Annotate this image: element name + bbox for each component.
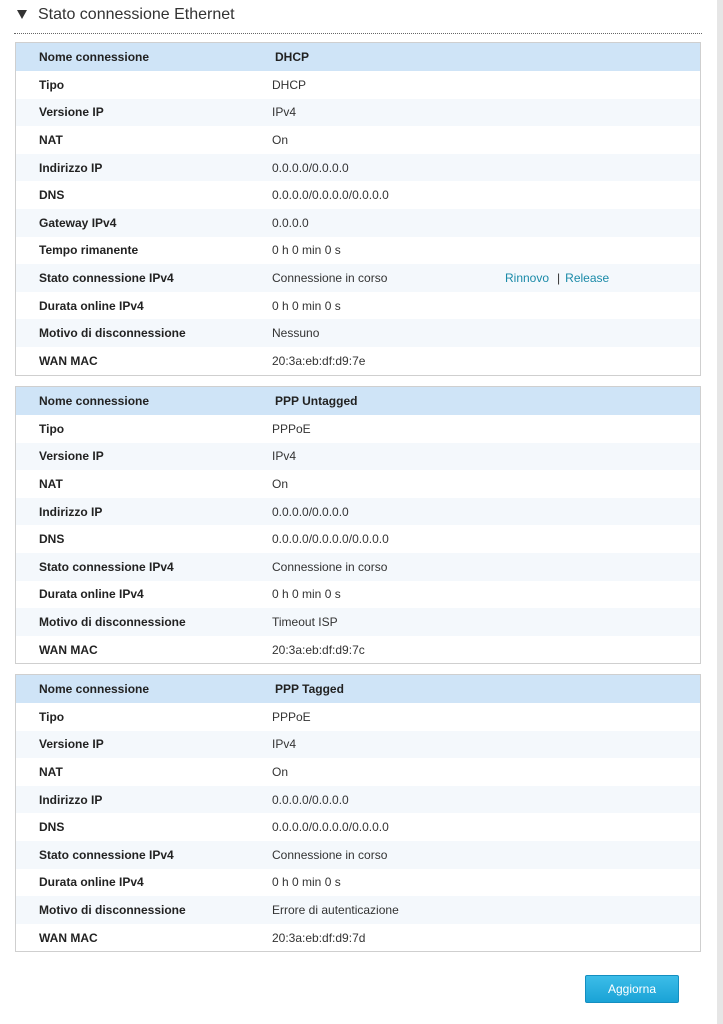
row-value: PPPoE [272, 421, 311, 436]
row-label: Tipo [39, 77, 65, 92]
table-row [16, 553, 700, 581]
table-row [16, 525, 700, 553]
row-value: 0.0.0.0/0.0.0.0 [272, 504, 349, 519]
row-label: Stato connessione IPv4 [39, 270, 174, 285]
row-value: 0 h 0 min 0 s [272, 875, 341, 890]
row-label: NAT [39, 476, 63, 491]
row-label: Motivo di disconnessione [39, 614, 186, 629]
row-label: Durata online IPv4 [39, 298, 144, 313]
table-row [16, 319, 700, 347]
section-header [14, 0, 702, 34]
row-value: IPv4 [272, 105, 297, 120]
row-label: Gateway IPv4 [39, 215, 117, 230]
row-value: 0.0.0.0 [272, 215, 309, 230]
row-label: Versione IP [39, 449, 104, 464]
connection-table-ppp-tagged [15, 674, 701, 952]
row-label: DNS [39, 820, 65, 835]
row-label: Indirizzo IP [39, 504, 103, 519]
connection-name: PPP Tagged [275, 682, 344, 696]
renew-link[interactable]: Rinnovo [505, 270, 550, 285]
row-label: Durata online IPv4 [39, 587, 144, 602]
table-row [16, 264, 700, 292]
table-row [16, 443, 700, 471]
row-label: NAT [39, 764, 63, 779]
row-label: Tipo [39, 421, 65, 436]
row-value: On [272, 132, 289, 147]
release-link[interactable]: Release [565, 270, 610, 285]
row-value: 0 h 0 min 0 s [272, 298, 341, 313]
row-value: Connessione in corso [272, 559, 388, 574]
table-header-row [16, 675, 700, 703]
row-value: Timeout ISP [272, 614, 338, 629]
table-row [16, 415, 700, 443]
row-value: 0 h 0 min 0 s [272, 243, 341, 258]
table-row [16, 498, 700, 526]
table-row [16, 71, 700, 99]
section-title: Stato connessione Ethernet [38, 6, 235, 23]
table-row [16, 731, 700, 759]
row-value: Errore di autenticazione [272, 902, 399, 917]
row-label: Stato connessione IPv4 [39, 847, 174, 862]
row-value: On [272, 764, 289, 779]
row-value: 0.0.0.0/0.0.0.0/0.0.0.0 [272, 820, 389, 835]
row-label: DNS [39, 188, 65, 203]
row-value: IPv4 [272, 449, 297, 464]
table-row [16, 237, 700, 265]
table-row [16, 581, 700, 609]
header-label: Nome connessione [39, 50, 150, 64]
row-value: DHCP [272, 77, 307, 92]
window-edge [717, 0, 723, 1024]
connection-table-dhcp [15, 42, 701, 376]
table-row [16, 154, 700, 182]
row-value: 0.0.0.0/0.0.0.0/0.0.0.0 [272, 532, 389, 547]
table-row [16, 758, 700, 786]
table-row [16, 869, 700, 897]
table-row [16, 608, 700, 636]
table-row [16, 292, 700, 320]
row-label: Tipo [39, 709, 65, 724]
table-row [16, 703, 700, 731]
table-row [16, 470, 700, 498]
row-label: Durata online IPv4 [39, 875, 144, 890]
row-label: Motivo di disconnessione [39, 326, 186, 341]
table-row [16, 209, 700, 237]
row-value: PPPoE [272, 709, 311, 724]
table-header-row [16, 387, 700, 415]
row-label: WAN MAC [39, 642, 98, 657]
row-label: Versione IP [39, 737, 104, 752]
table-row [16, 924, 700, 952]
table-row [16, 636, 700, 664]
table-row [16, 126, 700, 154]
table-row [16, 841, 700, 869]
refresh-button[interactable]: Aggiorna [585, 975, 679, 1003]
row-label: Indirizzo IP [39, 792, 103, 807]
row-label: WAN MAC [39, 930, 98, 945]
header-label: Nome connessione [39, 394, 150, 408]
row-label: NAT [39, 132, 63, 147]
collapse-triangle-icon[interactable] [17, 10, 27, 19]
table-row [16, 347, 700, 375]
row-label: Motivo di disconnessione [39, 902, 186, 917]
row-value: Nessuno [272, 326, 320, 341]
table-row [16, 786, 700, 814]
connection-name: DHCP [275, 50, 310, 64]
row-value: 20:3a:eb:df:d9:7d [272, 930, 366, 945]
table-row [16, 99, 700, 127]
row-value: On [272, 476, 289, 491]
row-label: Indirizzo IP [39, 160, 103, 175]
table-row [16, 896, 700, 924]
row-value: IPv4 [272, 737, 297, 752]
row-value: Connessione in corso [272, 270, 388, 285]
row-value: 0.0.0.0/0.0.0.0/0.0.0.0 [272, 188, 389, 203]
row-label: Versione IP [39, 105, 104, 120]
row-label: Stato connessione IPv4 [39, 559, 174, 574]
row-value: 20:3a:eb:df:d9:7e [272, 353, 366, 368]
table-row [16, 181, 700, 209]
row-value: 0.0.0.0/0.0.0.0 [272, 160, 349, 175]
row-value: 20:3a:eb:df:d9:7c [272, 642, 365, 657]
row-label: WAN MAC [39, 353, 98, 368]
row-value: 0 h 0 min 0 s [272, 587, 341, 602]
header-label: Nome connessione [39, 682, 150, 696]
connection-name: PPP Untagged [275, 394, 358, 408]
row-label: Tempo rimanente [39, 243, 139, 258]
connection-table-ppp-untagged [15, 386, 701, 664]
table-row [16, 813, 700, 841]
row-value: Connessione in corso [272, 847, 388, 862]
row-label: DNS [39, 532, 65, 547]
action-separator: | [557, 270, 561, 285]
row-actions [505, 264, 609, 292]
table-header-row [16, 43, 700, 71]
row-value: 0.0.0.0/0.0.0.0 [272, 792, 349, 807]
